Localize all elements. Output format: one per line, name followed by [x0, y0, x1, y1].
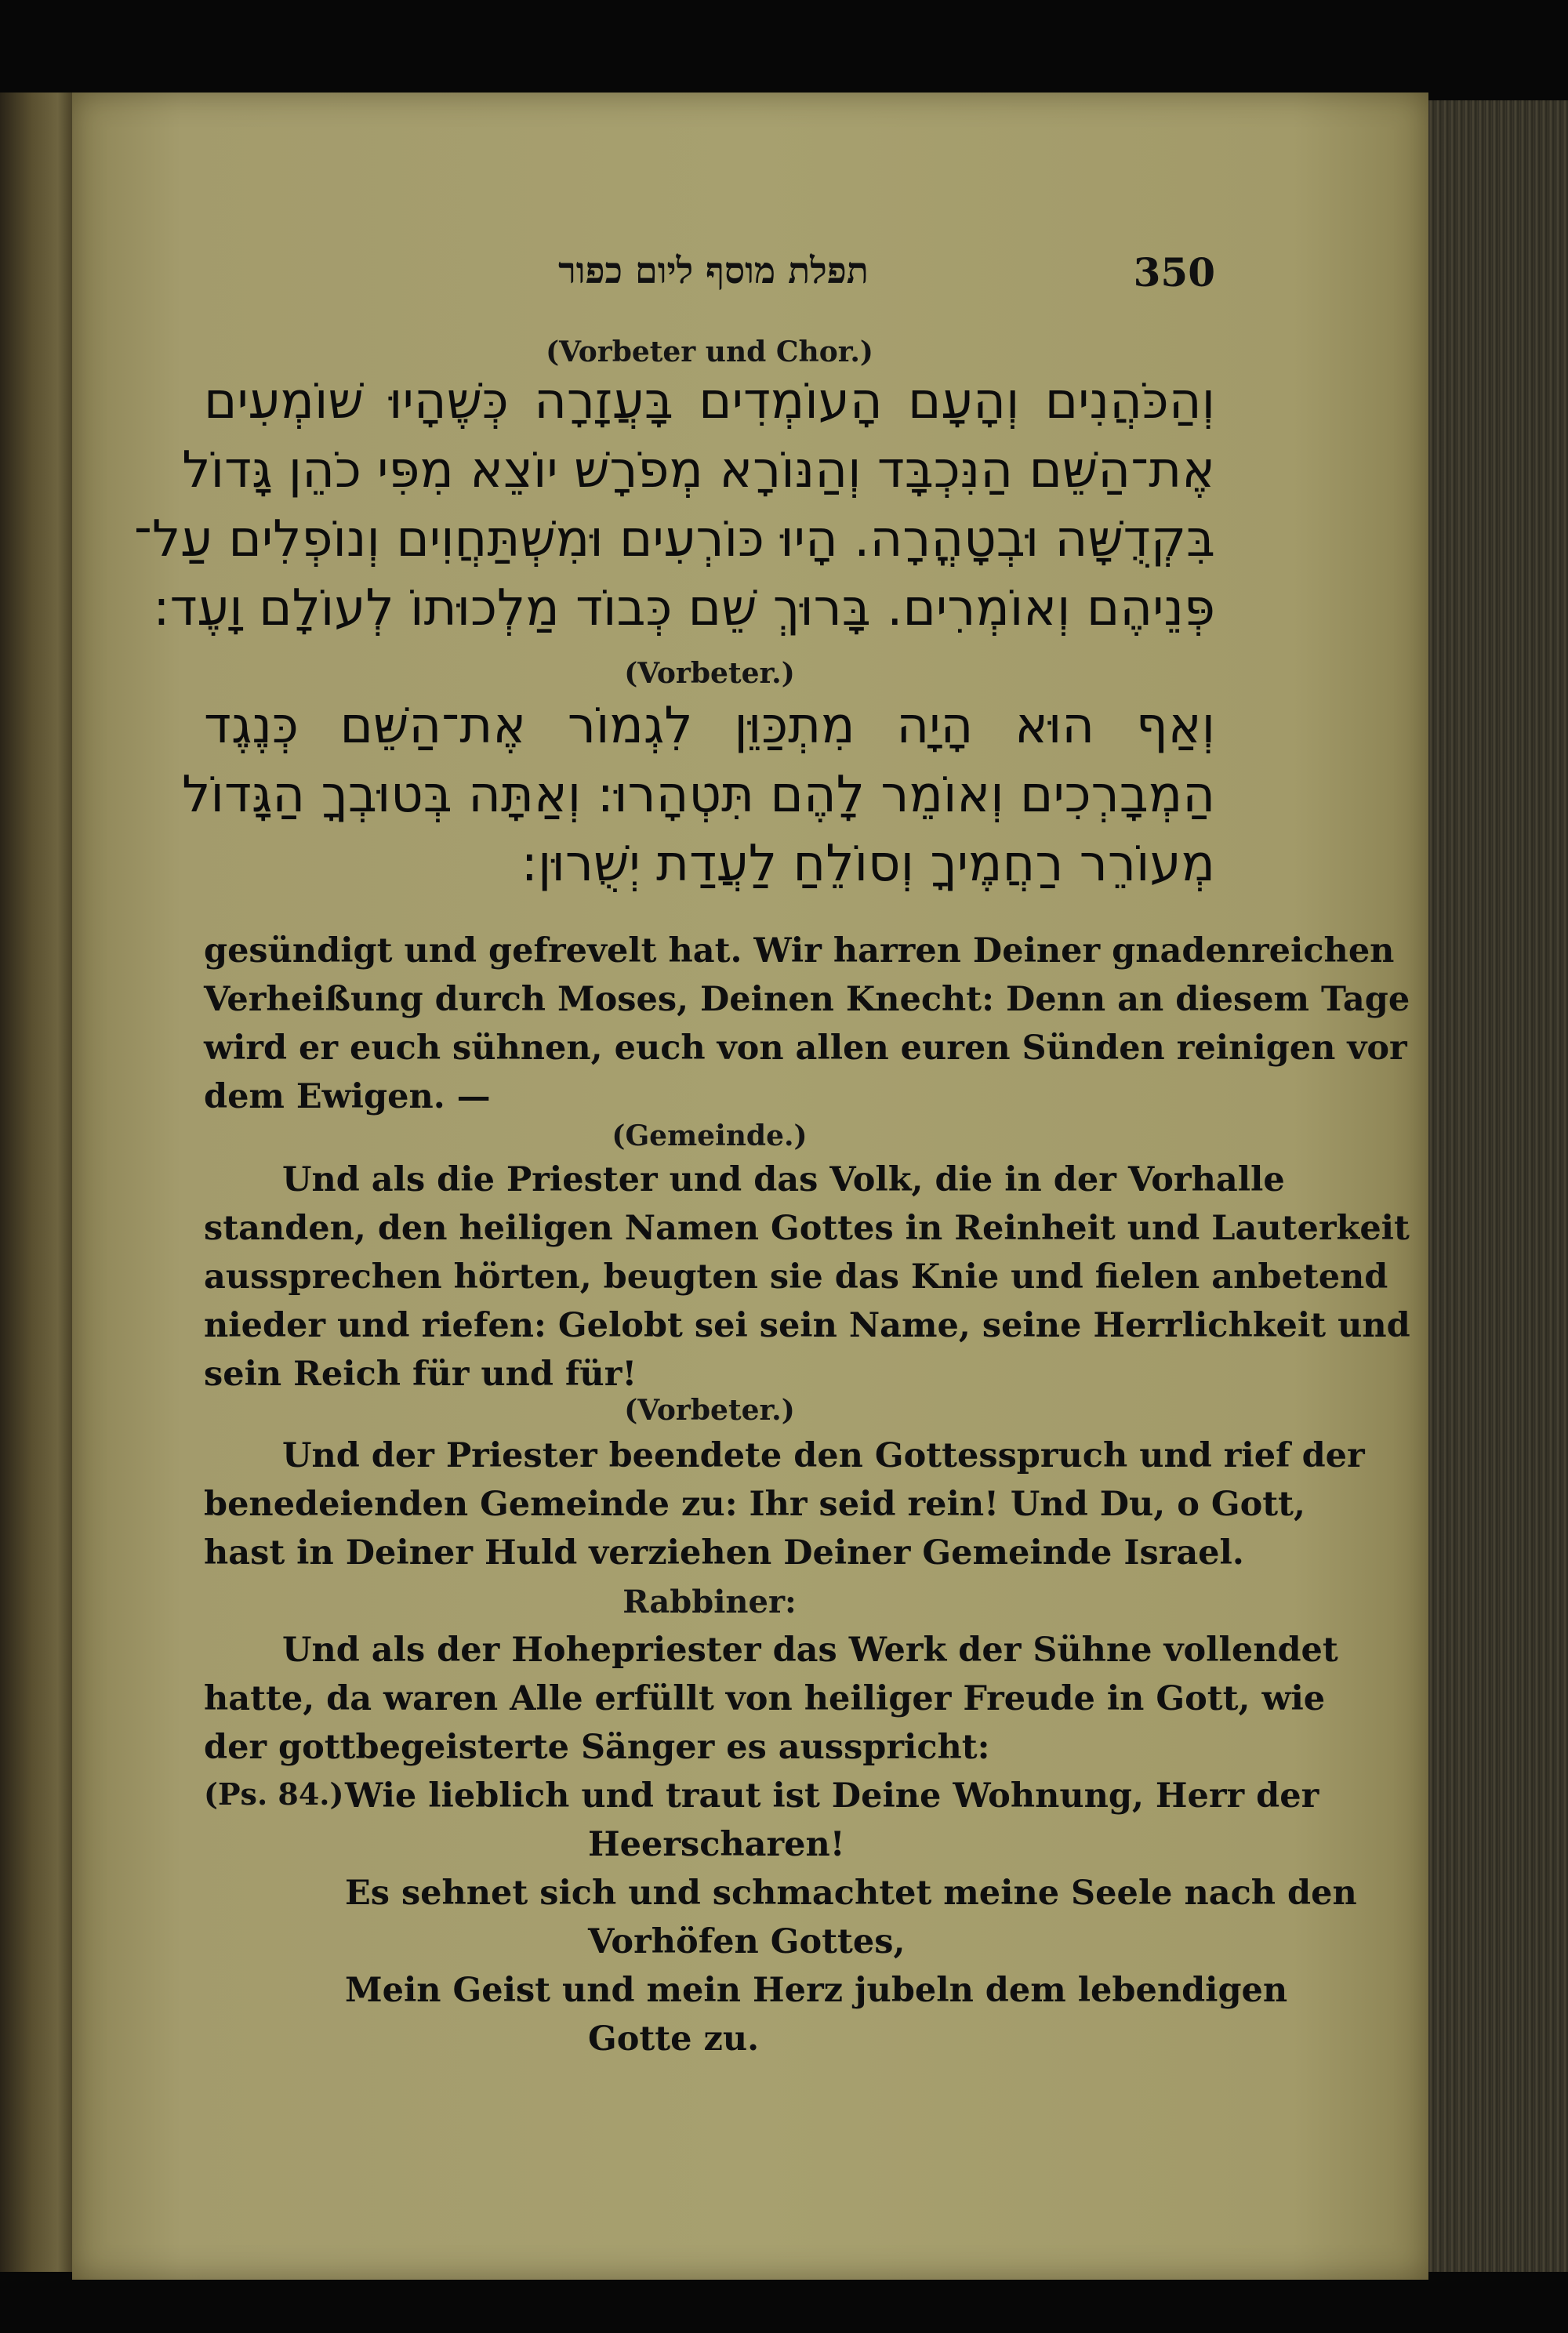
- page-stack-edge: [1428, 100, 1568, 2272]
- text-line: Verheißung durch Moses, Deinen Knecht: Denn an diesem Tage: [204, 980, 1410, 1019]
- hebrew-line: בִּקְדֻשָּׁה וּבְטָהֳרָה. הָיוּ כּוֹרְעִים וּמִשְׁתַּחֲוִים וְנוֹפְלִים עַל־: [133, 510, 1215, 568]
- hebrew-line: וְאַף הוּא הָיָה מִתְכַּוֵּן לִגְמוֹר אֶת־הַשֵּׁם כְּנֶגֶד: [204, 697, 1215, 755]
- german-paragraph-vorbeter: [204, 1431, 1365, 1577]
- verse-line: Es sehnet sich und schmachtet meine Seele nach den: [345, 1874, 1357, 1913]
- german-paragraph-gemeinde: [204, 1156, 1410, 1399]
- text-line: Und als die Priester und das Volk, die in der Vorhalle: [282, 1160, 1285, 1199]
- text-line: wird er euch sühnen, euch von allen euren Sünden reinigen vor: [204, 1029, 1407, 1068]
- hebrew-block-1: [133, 367, 1215, 643]
- cue-vorbeter-und-chor: (Vorbeter und Chor.): [546, 336, 873, 368]
- text-line: sein Reich für und für!: [204, 1355, 637, 1394]
- psalm-verse-3: [345, 1966, 1288, 2063]
- verse-line: Mein Geist und mein Herz jubeln dem lebendigen: [345, 1971, 1288, 2010]
- text-line: der gottbegeisterte Sänger es ausspricht:: [204, 1728, 990, 1767]
- cue-vorbeter: (Vorbeter.): [624, 657, 795, 690]
- page-number: 350: [1133, 249, 1215, 296]
- german-paragraph-rabbiner: [204, 1626, 1338, 1772]
- psalm-verse-1: [345, 1772, 1319, 1869]
- text-line: Und als der Hohepriester das Werk der Sühne vollendet: [282, 1631, 1338, 1670]
- verse-line: Vorhöfen Gottes,: [588, 1922, 906, 1961]
- text-line: Und der Priester beendete den Gottesspruch und rief der: [282, 1436, 1365, 1475]
- german-paragraph-1: [204, 927, 1410, 1121]
- hebrew-block-2: [182, 691, 1215, 898]
- running-header: [204, 249, 1215, 304]
- book-left-edge: [0, 93, 72, 2272]
- psalm-verse-2: [345, 1869, 1357, 1966]
- cue-rabbiner: Rabbiner:: [622, 1584, 797, 1620]
- header-title: תפלת מוסף ליום כפור: [558, 249, 869, 292]
- cue-vorbeter-2: (Vorbeter.): [624, 1394, 795, 1427]
- hebrew-line: אֶת־הַשֵּׁם הַנִּכְבָּד וְהַנּוֹרָא מְפֹרָשׁ יוֹצֵא מִפִּי כֹהֵן גָּדוֹל: [182, 441, 1215, 499]
- text-line: benedeienden Gemeinde zu: Ihr seid rein! Und Du, o Gott,: [204, 1485, 1305, 1524]
- hebrew-line: פְּנֵיהֶם וְאוֹמְרִים. בָּרוּךְ שֵׁם כְּבוֹד מַלְכוּתוֹ לְעוֹלָם וָעֶד:: [153, 579, 1215, 637]
- hebrew-line: וְהַכֹּהֲנִים וְהָעָם הָעוֹמְדִים בָּעֲזָרָה כְּשֶׁהָיוּ שׁוֹמְעִים: [204, 372, 1215, 430]
- text-line: dem Ewigen. —: [204, 1077, 491, 1116]
- text-line: gesündigt und gefrevelt hat. Wir harren Deiner gnadenreichen: [204, 931, 1395, 971]
- verse-line: Gotte zu.: [588, 2019, 760, 2059]
- text-line: hatte, da waren Alle erfüllt von heiliger Freude in Gott, wie: [204, 1679, 1326, 1718]
- text-line: aussprechen hörten, beugten sie das Knie und fielen anbetend: [204, 1257, 1388, 1297]
- hebrew-line: מְעוֹרֵר רַחֲמֶיךָ וְסוֹלֵחַ לַעֲדַת יְשֻׁרוּן:: [521, 835, 1215, 893]
- text-line: hast in Deiner Huld verziehen Deiner Gemeinde Israel.: [204, 1533, 1244, 1573]
- cue-gemeinde: (Gemeinde.): [612, 1119, 808, 1152]
- verse-line: Heerscharen!: [588, 1825, 845, 1864]
- psalm-reference: (Ps. 84.): [204, 1776, 344, 1812]
- verse-line: Wie lieblich und traut ist Deine Wohnung, Herr der: [345, 1776, 1319, 1816]
- text-line: nieder und riefen: Gelobt sei sein Name, seine Herrlichkeit und: [204, 1306, 1410, 1345]
- text-line: standen, den heiligen Namen Gottes in Reinheit und Lauterkeit: [204, 1209, 1410, 1248]
- hebrew-line: הַמְבָרְכִים וְאוֹמֵר לָהֶם תִּטְהָרוּ: וְאַתָּה בְּטוּבְךָ הַגָּדוֹל: [182, 766, 1215, 824]
